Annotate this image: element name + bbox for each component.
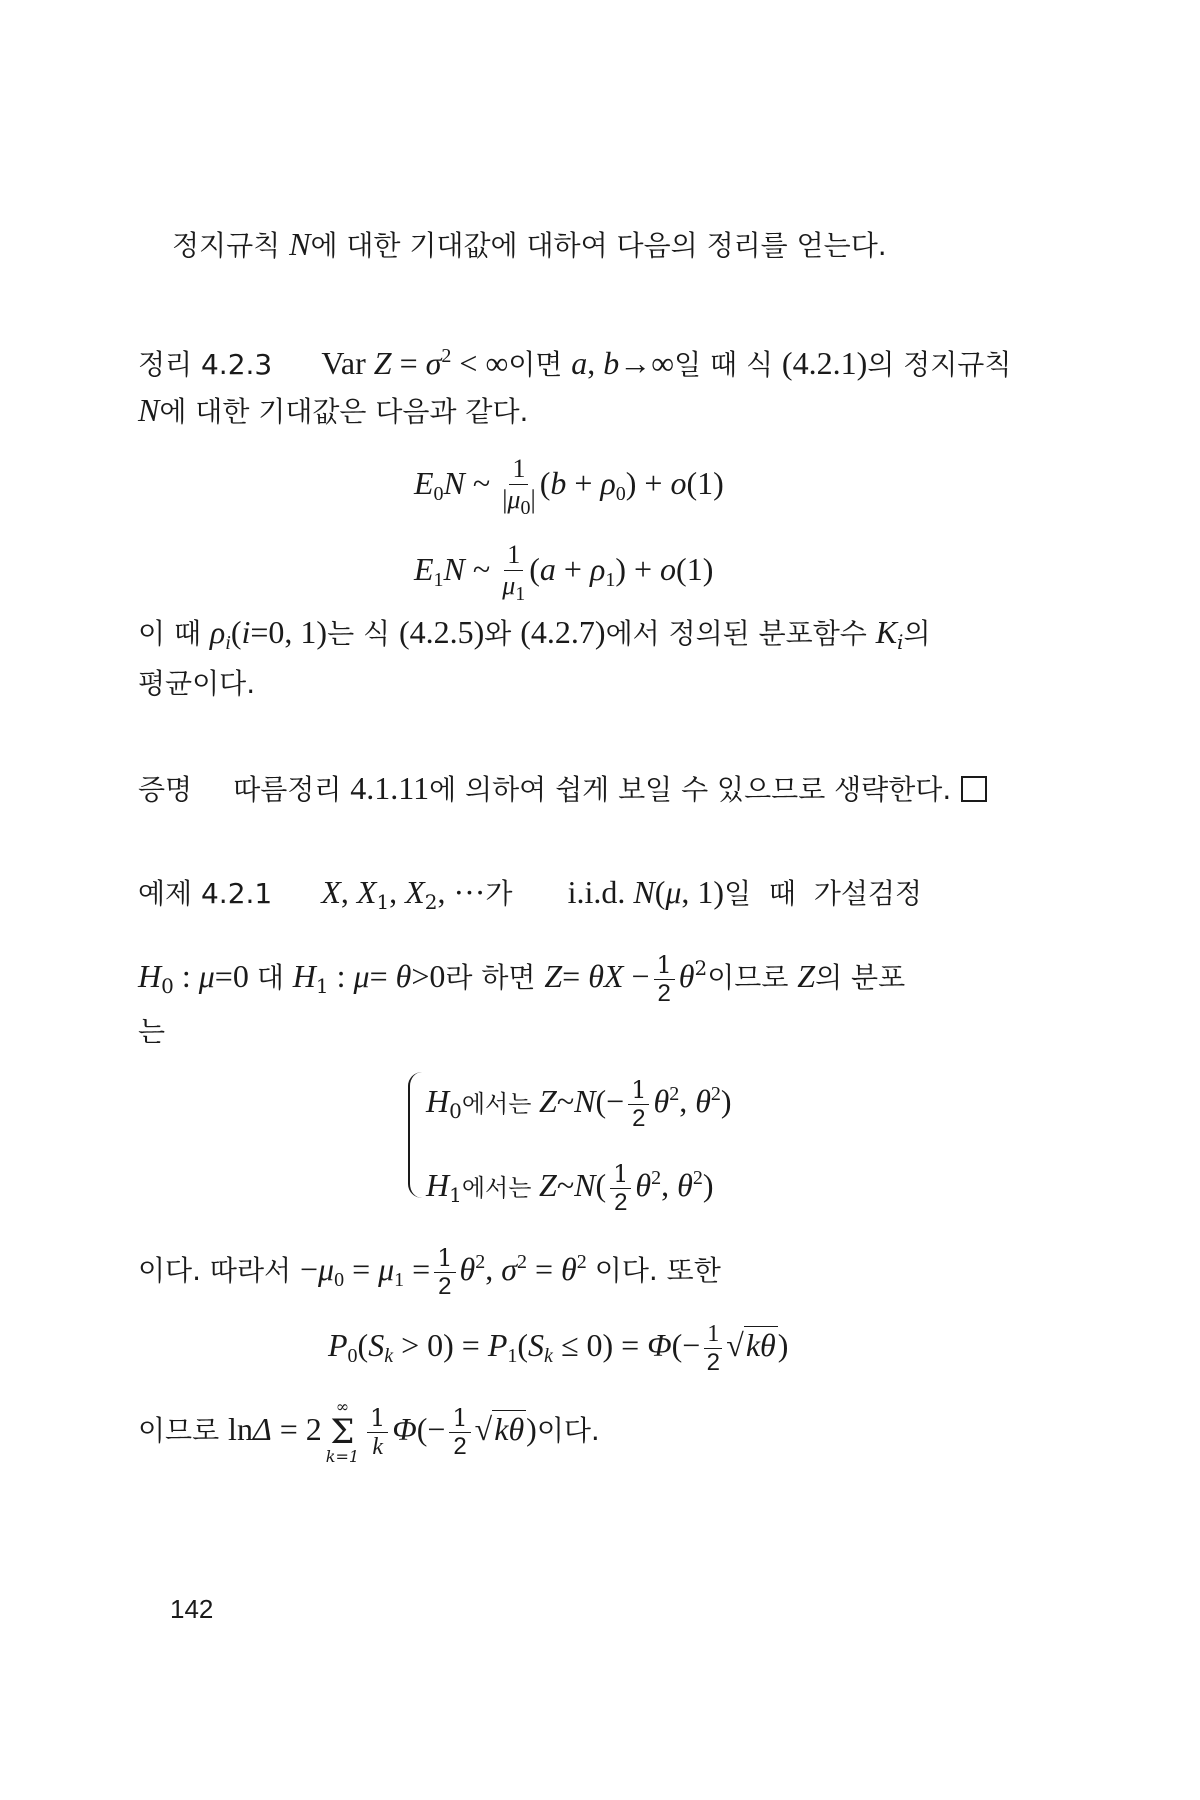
qed-box-icon	[961, 776, 987, 802]
theorem-line2: N에 대한 기대값은 다음과 같다.	[138, 392, 529, 428]
example-line2: $H_0$ : μ=0 대 $H_1$ : μ= θ>0라 하면 Z= θX − $\frac{1}{2}$ $\theta^2$이므로 Z의 분포	[138, 950, 906, 1007]
theorem-label: 정리 4.2.3	[138, 348, 273, 381]
case-h0: $H_0$에서는 Z~N(− $\frac{1}{2}$ $\theta^2$, $\theta^2$)	[426, 1075, 732, 1132]
theorem-after-line2: 평균이다.	[138, 667, 256, 700]
example-line3: 는	[138, 1015, 166, 1048]
example-line4: 이다. 따라서 $-\mu_0 = \mu_1$ = $\frac{1}{2}$ $\theta^2$, $\sigma^2 = \theta^2$ 이다. 또한	[138, 1243, 721, 1300]
page-number: 142	[170, 1594, 214, 1624]
proof-label: 증명	[138, 773, 193, 806]
equation-prob: $P_0(Sk > 0) = P_1(Sk \le 0) = \Phi(-$ $\frac{1}{2}$ √kθ)	[328, 1321, 789, 1377]
cases-brace	[408, 1072, 424, 1198]
proof-line: 증명 따름정리 4.1.11에 의하여 쉽게 보일 수 있으므로 생략한다.	[138, 768, 987, 810]
example-line5: 이므로 lnΔ = 2 ∞ Σ k=1 $\frac{1}{k}$ Φ(− $\frac{1}{2}$ √kθ)이다.	[138, 1397, 600, 1466]
theorem-header: 정리 4.2.3 Var $Z = \sigma^2$ < ∞이면 a, b→∞일 때 식 (4.2.1)의 정지규칙	[138, 345, 1012, 381]
example-header: 예제 4.2.1 X, $X_1$, $X_2$, ···가 i.i.d. N(μ, 1)일 때 가설검정	[138, 874, 922, 914]
equation-e1n: $E_1N$ ~ $\frac{1}{\mu_1}$ $(a + \rho_1) + o(1)$	[414, 539, 714, 605]
equation-e0n: $E_0N$ ~ $\frac{1}{|\mu_0|}$ $(b + \rho_0) + o(1)$	[414, 453, 724, 519]
intro-sentence: 정지규칙 N에 대한 기대값에 대하여 다음의 정리를 얻는다.	[172, 226, 887, 262]
example-label: 예제 4.2.1	[138, 877, 273, 910]
theorem-after-line1: 이 때 ρi(i=0, 1)는 식 (4.2.5)와 (4.2.7)에서 정의된 분포함수 $K_i$의	[138, 614, 931, 654]
case-h1: $H_1$에서는 Z~N( $\frac{1}{2}$ $\theta^2$, $\theta^2$)	[426, 1159, 714, 1216]
